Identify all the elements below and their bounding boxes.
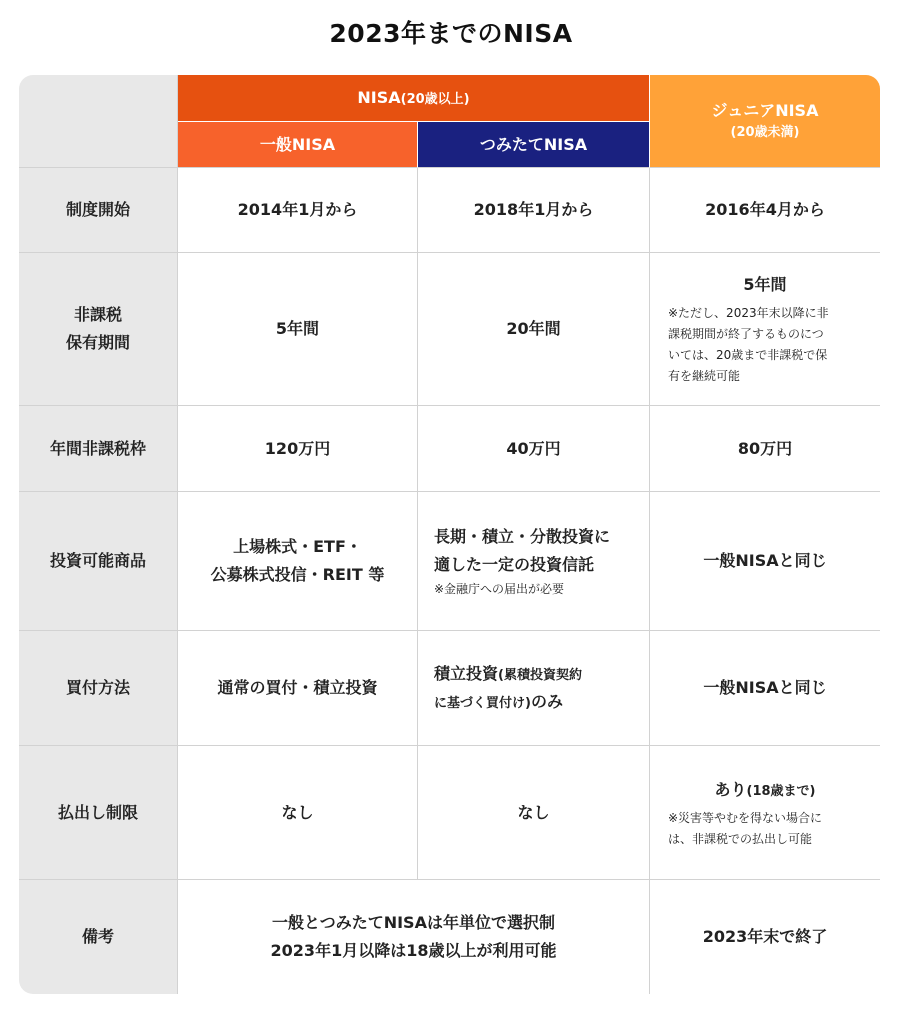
method-tsumitate-sub: (累積投資契約 [498,668,582,683]
remarks-shared [178,880,650,994]
header-nisa-text [357,84,469,112]
method-ippan: 通常の買付・積立投資 [178,631,418,746]
period-junior-value: 5年間 [743,275,787,294]
products-ippan-line2: 公募株式投信・REIT 等 [210,565,385,584]
withdrawal-junior-note-line: ※災害等やむを得ない場合に [668,810,823,825]
method-tsumitate-text: 積立投資 [434,664,499,683]
row-label-period [19,253,178,406]
header-nisa [178,75,650,122]
withdrawal-tsumitate: なし [418,746,650,880]
row-label-period-line1: 非課税 [73,305,122,324]
row-label-limit: 年間非課税枠 [19,406,178,492]
table-corner [19,75,178,168]
remarks-shared-line2: 2023年1月以降は18歳以上が利用可能 [270,941,557,960]
header-junior-sub: (20歳未満) [730,125,800,141]
period-junior-note-line: 有を継続可能 [668,369,741,383]
products-tsumitate-line1: 長期・積立・分散投資に [434,526,611,546]
header-nisa-label: NISA [357,88,401,107]
withdrawal-junior-sub: (18歳まで) [746,783,816,799]
row-label-withdrawal: 払出し制限 [19,746,178,880]
row-label-method: 買付方法 [19,631,178,746]
period-ippan: 5年間 [178,253,418,406]
start-tsumitate: 2018年1月から [418,168,650,253]
start-junior: 2016年4月から [650,168,880,253]
period-junior-note [668,303,829,387]
nisa-comparison-table [19,75,880,994]
row-label-start: 制度開始 [19,168,178,253]
method-tsumitate-text: のみ [530,692,563,711]
withdrawal-junior-value [715,776,816,804]
withdrawal-junior [650,746,880,880]
header-ippan: 一般NISA [178,122,418,168]
header-tsumitate: つみたてNISA [418,122,650,168]
limit-tsumitate: 40万円 [418,406,650,492]
row-label-period-line2: 保有期間 [65,333,130,352]
row-label-products: 投資可能商品 [19,492,178,631]
page-title: 2023年までのNISA [329,19,573,48]
row-label-remarks: 備考 [19,880,178,994]
header-junior [650,75,880,168]
method-tsumitate-line2 [434,688,563,716]
period-junior [650,253,880,406]
products-tsumitate-note: ※金融庁への届出が必要 [434,581,565,596]
products-ippan [178,492,418,631]
period-junior-note-line: ※ただし、2023年末以降に非 [668,306,829,320]
withdrawal-ippan: なし [178,746,418,880]
start-ippan: 2014年1月から [178,168,418,253]
remarks-shared-line1: 一般とつみたてNISAは年単位で選択制 [272,913,555,932]
header-nisa-sub: (20歳以上) [400,92,470,107]
withdrawal-junior-text: あり [714,779,747,799]
products-ippan-line1: 上場株式・ETF・ [233,537,362,556]
limit-ippan: 120万円 [178,406,418,492]
period-junior-note-line: いては、20歳まで非課税で保 [668,348,828,362]
header-junior-label: ジュニアNISA [711,100,819,120]
method-tsumitate-line1 [434,660,582,688]
withdrawal-junior-note-line: は、非課税での払出し可能 [668,831,813,846]
products-junior: 一般NISAと同じ [650,492,880,631]
limit-junior: 80万円 [650,406,880,492]
method-tsumitate [418,631,650,746]
products-tsumitate [418,492,650,631]
remarks-junior: 2023年末で終了 [650,880,880,994]
method-tsumitate-sub: に基づく買付け) [434,696,531,711]
withdrawal-junior-note [668,808,822,850]
period-tsumitate: 20年間 [418,253,650,406]
products-tsumitate-line2: 適した一定の投資信託 [434,554,595,574]
method-junior: 一般NISAと同じ [650,631,880,746]
period-junior-note-line: 課税期間が終了するものにつ [668,327,824,341]
